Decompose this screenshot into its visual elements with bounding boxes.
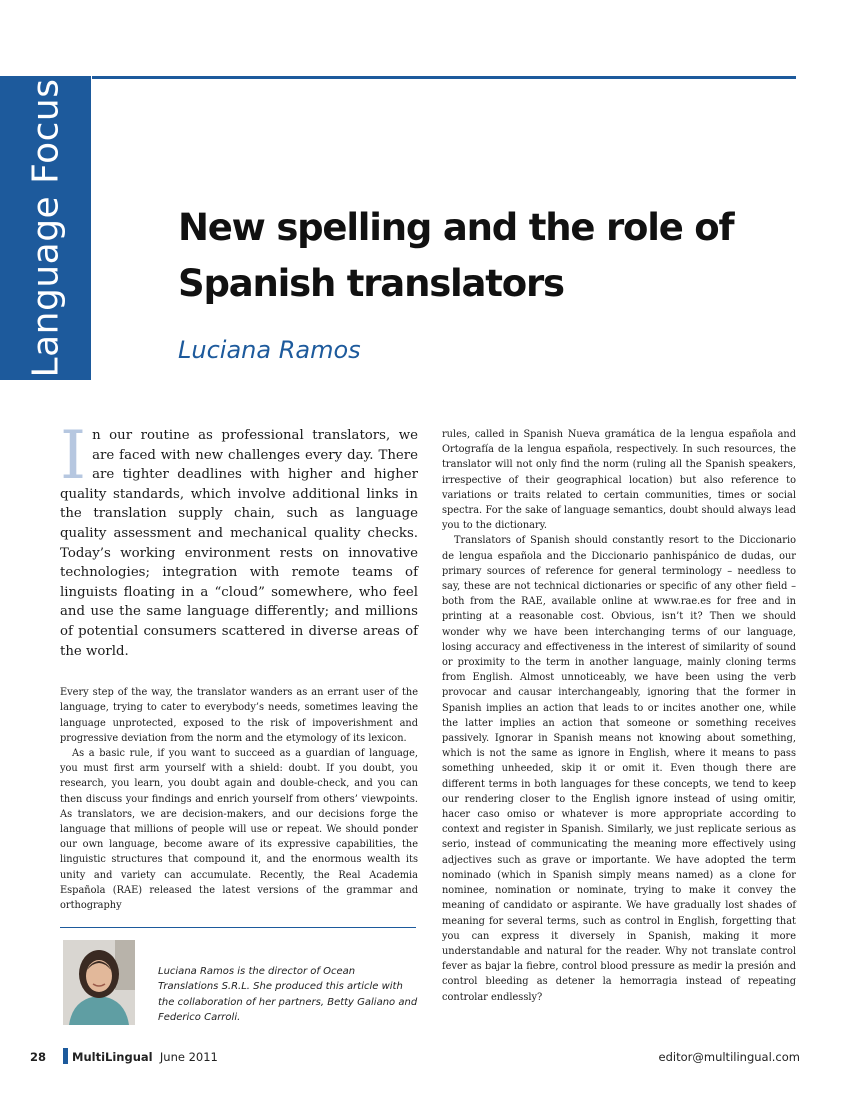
page-footer xyxy=(30,1048,800,1068)
editor-email[interactable]: editor@multilingual.com xyxy=(658,1050,800,1064)
author-portrait-image xyxy=(63,940,135,1025)
lead-text: n our routine as professional translators, we are faced with new challenges every day. There are tighter deadlines with higher and higher quality standards, which involve additional links in the translation supply chain, such as language quality assessment and mechanical quality checks. Today’s working environment rests on innovative technologies; integration with remote teams of linguists floating in a “cloud” somewhere, who feel and use the same language differently; and millions of potential consumers scattered in diverse areas of the world. xyxy=(60,428,418,659)
headline: New spelling and the role of Spanish translators xyxy=(178,206,734,305)
body-paragraph: As a basic rule, if you want to succeed as a guardian of language, you must first arm yourself with a shield: doubt. If you doubt, you research, you learn, you doubt again and double-check, and you can then discuss your findings and enrich yourself from others’ viewpoints. As translators, we are decision-makers, and our decisions forge the language that millions of people will use or repeat. We should ponder our own language, become aware of its expressive capabilities, the linguistic structures that compound it, and the enormous wealth its unity and variety can accumulate. Recently, the Real Academia Española (RAE) released the latest versions of the grammar and orthography xyxy=(60,747,418,911)
footer-accent-bar xyxy=(63,1048,68,1064)
body-paragraph: Every step of the way, the translator wanders as an errant user of the language, trying to cater to everybody’s needs, sometimes leaving the language unprotected, exposed to the risk of impoverishment and progressive deviation from the norm and the etymology of its lexicon. xyxy=(60,687,418,744)
left-column xyxy=(60,417,418,913)
section-tab xyxy=(0,76,91,380)
page-number: 28 xyxy=(30,1050,47,1064)
bio-divider xyxy=(60,927,416,928)
left-body xyxy=(60,685,418,913)
publication-info xyxy=(72,1050,218,1064)
body-paragraph: rules, called in Spanish Nueva gramática de la lengua española and Ortografía de la lengua española, respectively. In such resources, the translator will not only find the norm (ruling all the Spanish speakers, irrespective of their geographical location) but also reference to variations or traits related to certain communities, times or social spectra. For the sake of language semantics, doubt should always lead you to the dictionary. xyxy=(442,429,796,532)
section-label: Language Focus xyxy=(25,78,67,378)
top-rule xyxy=(92,76,796,79)
author-bio: Luciana Ramos is the director of Ocean Translations S.R.L. She produced this article with the collaboration of her partners, Betty Galiano and Federico Carroli. xyxy=(158,966,418,1024)
right-column xyxy=(442,427,796,1005)
issue-date: June 2011 xyxy=(159,1050,218,1064)
publication-name: MultiLingual xyxy=(72,1050,153,1064)
author-photo xyxy=(63,940,135,1025)
body-paragraph: Translators of Spanish should constantly resort to the Diccionario de lengua española and the Diccionario panhispánico de dudas, our primary sources of reference for general terminology – needless to say, these are not technical dictionaries or specific of any other field – both from the RAE, available online at www.rae.es for free and in printing at a reasonable cost. Obvious, isn’t it? Then we should wonder why we have been interchanging terms of our language, losing accuracy and effectiveness in the interest of similarity of sound or proximity to the term in another language, mainly cloning terms from English. Almost unnoticeably, we have been using the verb provocar and causar interchangeably, ignoring that the former in Spanish implies an action that leads to or incites another one, while the latter implies an action that someone or something receives passively. Ignorar in Spanish means not knowing about something, which is not the same as ignore in English, where it means to pass something unheeded, skip it or omit it. Even though there are different terms in both languages for these concepts, we tend to keep our rendering closer to the English ignore instead of using omitir, hacer caso omiso or whatever is more appropriate according to context and register in Spanish. Similarly, we just replicate serious as serio, instead of communicating the meaning more effectively using adjectives such as grave or importante. We have adopted the term nominado (which in Spanish simply means named) as a clone for nominee, nomination or nominate, trying to make it convey the meaning of candidato or aspirante. We have gradually lost shades of meaning for several terms, such as control in English, forgetting that you can express it diversely in Spanish, making it more understandable and natural for the reader. Why not translate control fever as bajar la fiebre, control blood pressure as medir la presión and control bleeding as detener la hemorragia instead of repeating controlar endlessly? xyxy=(442,535,796,1003)
lead-paragraph xyxy=(60,417,418,661)
dropcap: I xyxy=(60,417,87,494)
author-byline: Luciana Ramos xyxy=(178,336,361,364)
